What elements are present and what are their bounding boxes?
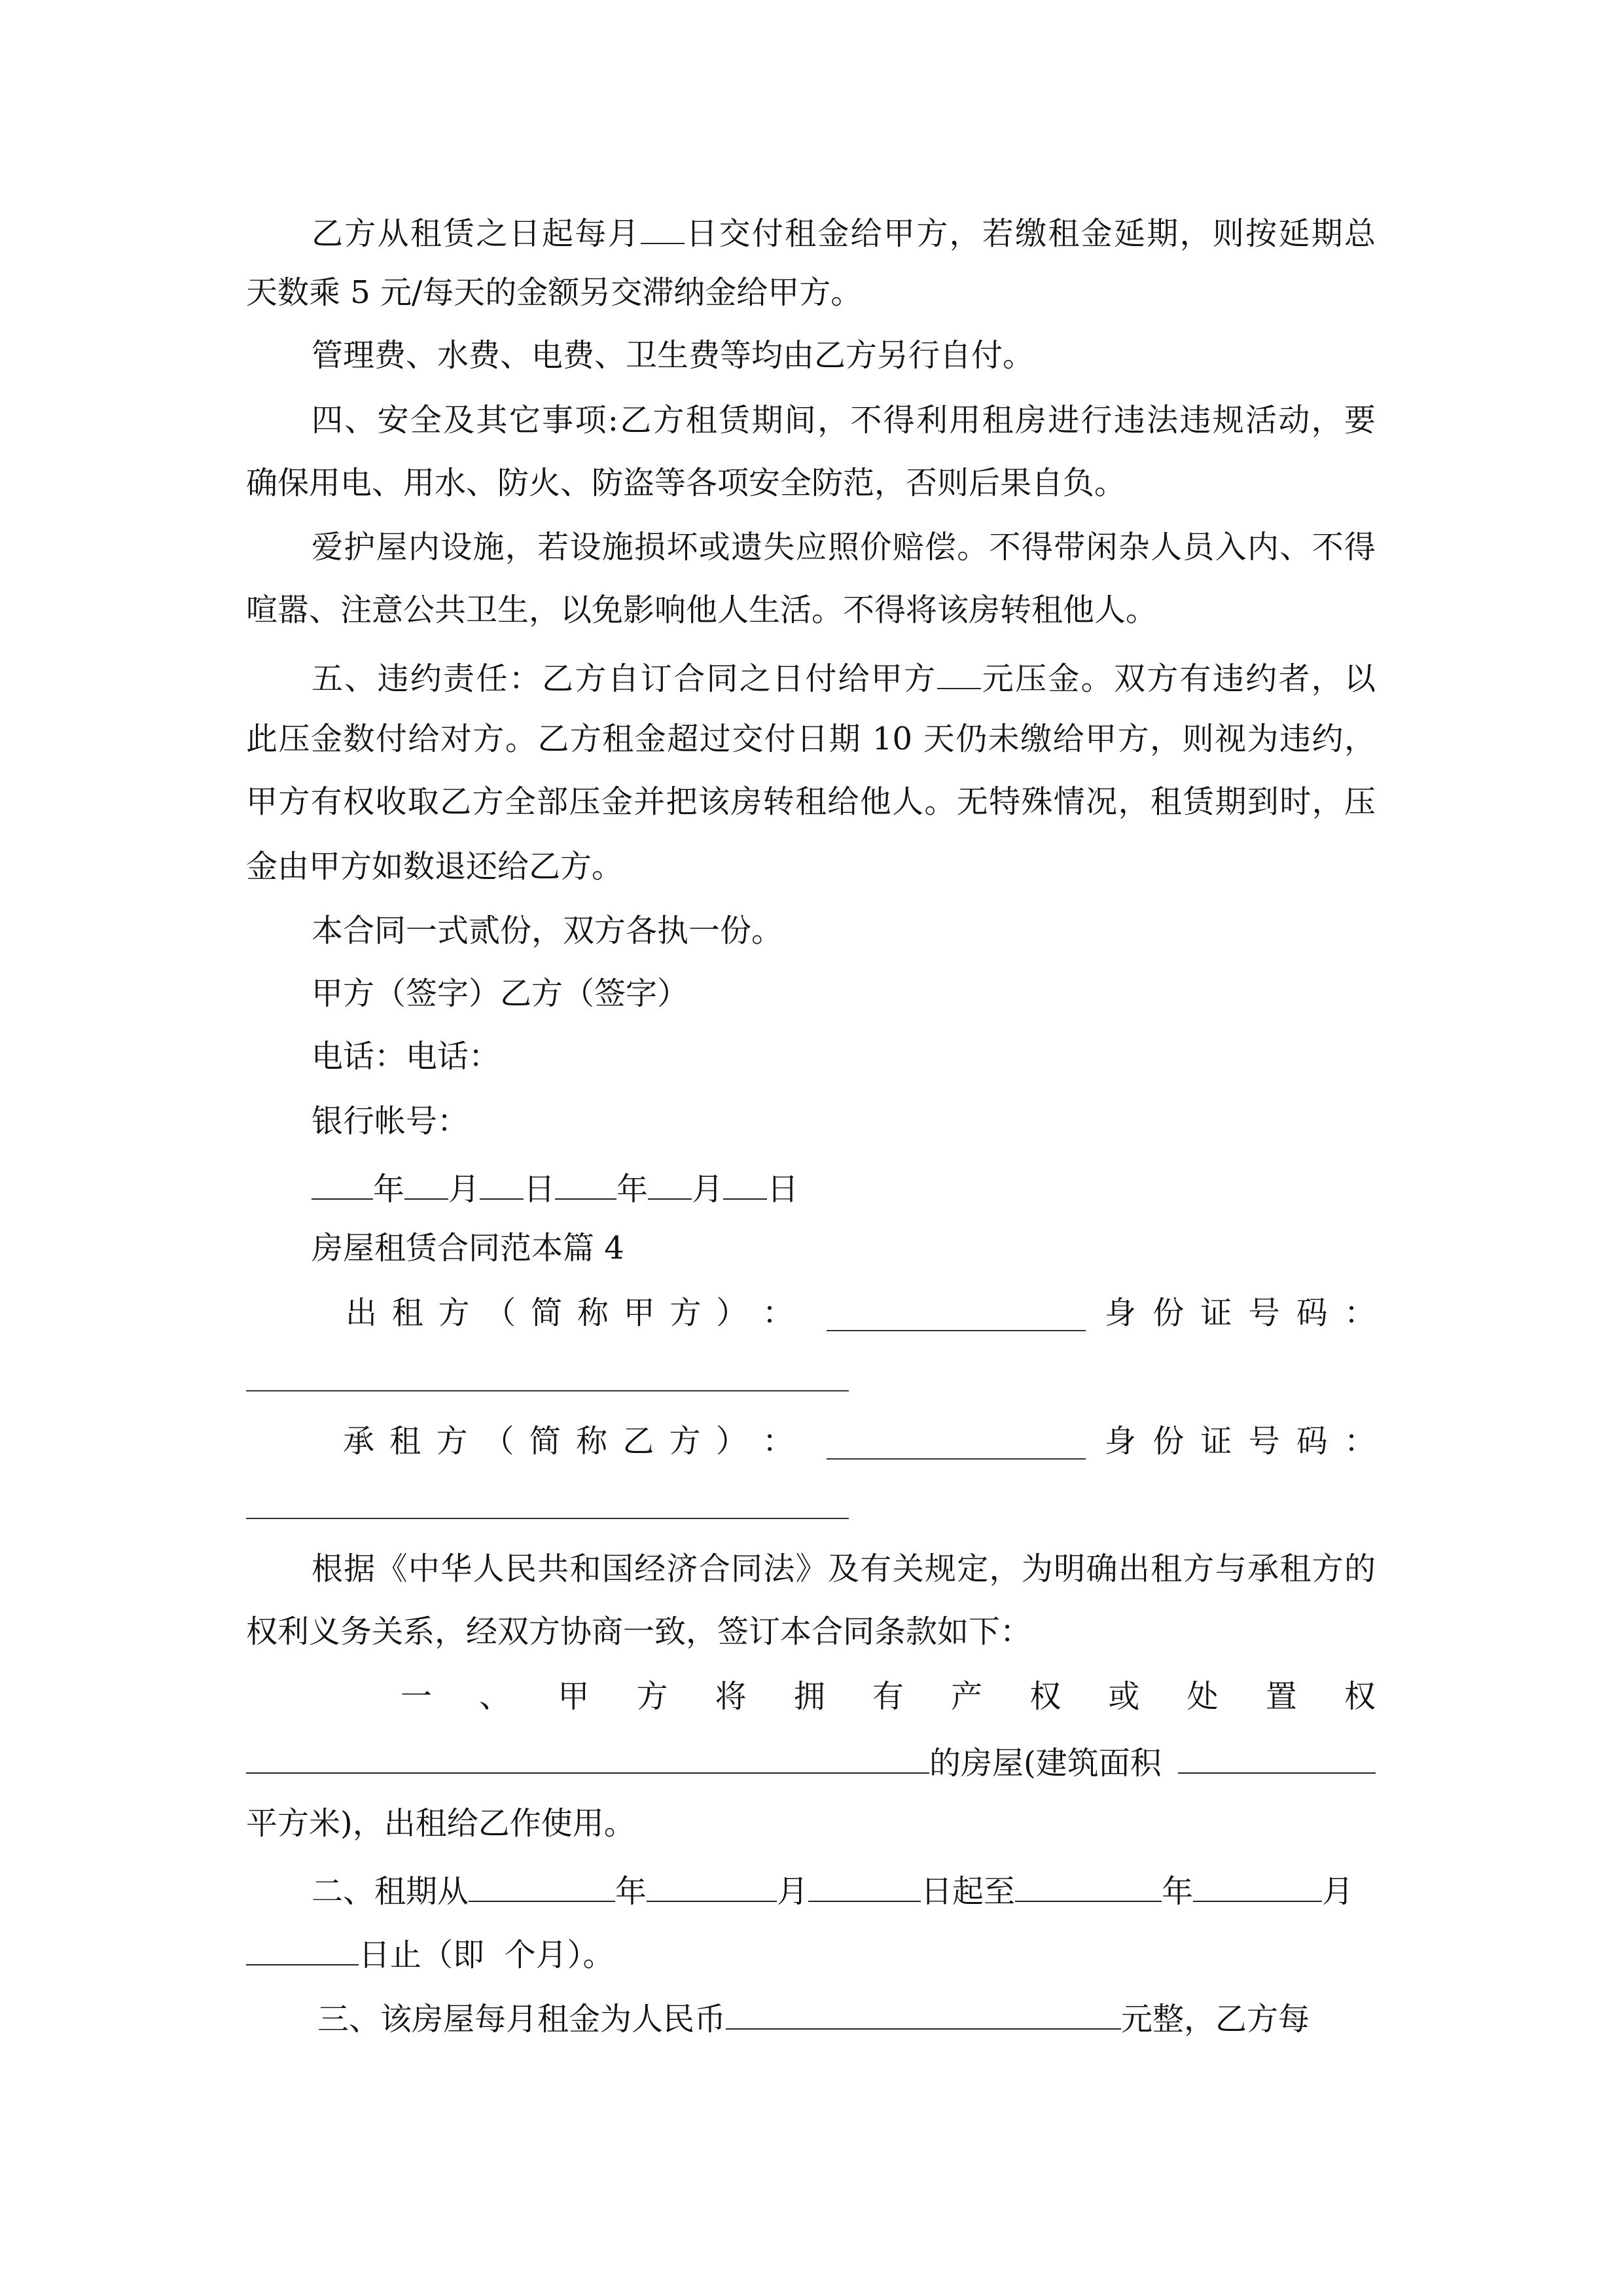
char: 处 [1186, 1678, 1219, 1715]
paragraph-line: 权利义务关系，经双方协商一致，签订本合同条款如下： [246, 1613, 1032, 1650]
paragraph-line: 管理费、水费、电费、卫生费等均由乙方另行自付。 [312, 337, 1035, 374]
text: 年 [616, 1171, 649, 1208]
paragraph-line: 天数乘 5 元/每天的金额另交滞纳金给甲方。 [246, 274, 863, 311]
char: 置 [1265, 1678, 1297, 1715]
paragraph-line: 此压金数付给对方。乙方租金超过交付日期 10 天仍未缴给甲方，则视为违约， [246, 721, 1376, 757]
char: ： [1344, 1295, 1376, 1331]
lessee-name-blank [827, 1458, 1086, 1460]
lessor-id-blank [246, 1390, 849, 1391]
text: 三、该房屋每月租金为人民币 [317, 2001, 726, 2037]
char: 甲 [623, 1295, 655, 1331]
text: 二、租期从 [312, 1873, 469, 1910]
char: ） [716, 1295, 748, 1331]
char: 方 [669, 1295, 702, 1331]
char: （ [484, 1295, 516, 1331]
char: 号 [1248, 1423, 1280, 1460]
paragraph-line [312, 654, 1376, 696]
section-title: 房屋租赁合同范本篇 4 [312, 1230, 624, 1266]
char: 方 [669, 1423, 701, 1460]
lessee-id-label [1105, 1420, 1376, 1462]
char: ） [715, 1423, 747, 1460]
text: 月 [1322, 1873, 1354, 1910]
blank-field [404, 1164, 448, 1200]
char: 简 [531, 1295, 563, 1331]
paragraph-line: 确保用电、用水、防火、防盗等各项安全防范，否则后果自负。 [246, 465, 1126, 501]
text: 五、违约责任：乙方自订合同之日付给甲方 [312, 660, 937, 697]
char: 租 [389, 1423, 421, 1460]
blank-field [469, 1867, 615, 1902]
blank-field [937, 654, 981, 689]
paragraph-line: 爱护屋内设施，若设施损坏或遗失应照价赔偿。不得带闲杂人员入内、不得 [312, 529, 1376, 565]
char: 租 [391, 1295, 423, 1331]
paragraph-line: 喧嚣、注意公共卫生，以免影响他人生活。不得将该房转租他人。 [246, 592, 1158, 628]
char: 称 [576, 1423, 608, 1460]
char: 简 [529, 1423, 561, 1460]
char: ： [762, 1423, 794, 1460]
blank-field [723, 1164, 767, 1200]
text: 的房屋(建筑面积 [929, 1745, 1162, 1782]
char: 出 [346, 1295, 378, 1331]
blank-field [480, 1164, 524, 1200]
clause2-line [312, 1867, 1376, 1909]
paragraph-line: 根据《中华人民共和国经济合同法》及有关规定，为明确出租方与承租方的 [312, 1551, 1376, 1587]
char: 承 [343, 1423, 375, 1460]
text: 日起至 [921, 1873, 1016, 1910]
lessor-name-blank [827, 1330, 1086, 1331]
char: 方 [436, 1423, 468, 1460]
char: 称 [577, 1295, 609, 1331]
char: 拥 [793, 1678, 825, 1715]
paragraph-line [246, 1738, 1376, 1780]
char: ： [762, 1295, 794, 1331]
text: 月 [777, 1873, 809, 1910]
text: 日 [524, 1171, 556, 1208]
phone-label: 电话：电话： [312, 1038, 501, 1075]
text: 月 [692, 1171, 724, 1208]
char: 号 [1248, 1295, 1280, 1331]
text: 月 [448, 1171, 480, 1208]
blank-field [312, 1164, 373, 1200]
signature-parties: 甲方（签字）乙方（签字） [312, 975, 689, 1012]
char: 份 [1152, 1295, 1185, 1331]
char: 产 [951, 1678, 983, 1715]
char: 或 [1108, 1678, 1140, 1715]
char: 份 [1152, 1423, 1185, 1460]
char: 身 [1105, 1295, 1137, 1331]
char: 方 [636, 1678, 668, 1715]
paragraph-line [246, 1930, 1376, 1972]
blank-field [726, 1994, 1121, 2030]
char: 、 [479, 1678, 511, 1715]
char: 身 [1105, 1423, 1137, 1460]
char: 将 [715, 1678, 747, 1715]
blank-field [648, 1164, 692, 1200]
lessor-label [346, 1292, 794, 1334]
paragraph-line: 甲方有权收取乙方全部压金并把该房转租给他人。无特殊情况，租赁期到时，压 [246, 783, 1376, 820]
blank-field [641, 209, 685, 244]
text: 元压金。双方有违约者，以 [980, 660, 1376, 697]
text: 乙方从租赁之日起每月 [312, 215, 641, 252]
char: 证 [1200, 1295, 1232, 1331]
text: 年 [1162, 1873, 1194, 1910]
lessee-id-blank [246, 1518, 849, 1519]
text: 年 [615, 1873, 647, 1910]
char: 一 [401, 1678, 433, 1715]
char: 甲 [558, 1678, 590, 1715]
char: （ [482, 1423, 514, 1460]
paragraph-line: 平方米)，出租给乙作使用。 [246, 1805, 635, 1842]
blank-field [647, 1867, 777, 1902]
char: 码 [1296, 1423, 1328, 1460]
char: 证 [1200, 1423, 1232, 1460]
paragraph-line: 本合同一式贰份，双方各执一份。 [312, 912, 783, 949]
blank-field [246, 1930, 359, 1965]
text: 日止（即 个月）。 [359, 1937, 615, 1973]
paragraph-line: 四、安全及其它事项:乙方租赁期间，不得利用租房进行违法违规活动，要 [312, 402, 1376, 439]
text: 年 [373, 1171, 405, 1208]
text: 元整，乙方每 [1121, 2001, 1310, 2037]
char: 码 [1296, 1295, 1328, 1331]
bank-account-label: 银行帐号： [312, 1103, 469, 1139]
clause1-line [401, 1676, 1376, 1717]
clause3-line [317, 1994, 1376, 2036]
date-line [312, 1164, 1376, 1206]
char: 权 [1029, 1678, 1061, 1715]
text: 日交付租金给甲方，若缴租金延期，则按延期总 [684, 215, 1376, 252]
blank-field [1193, 1867, 1322, 1902]
blank-field [808, 1867, 921, 1902]
paragraph-line: 金由甲方如数退还给乙方。 [246, 848, 624, 885]
text: 日 [767, 1171, 799, 1208]
lessor-id-label [1105, 1292, 1376, 1334]
blank-field [1015, 1867, 1162, 1902]
char: 有 [872, 1678, 904, 1715]
blank-field [555, 1164, 616, 1200]
paragraph-line [312, 209, 1376, 251]
lessee-label [343, 1420, 794, 1462]
char: 乙 [622, 1423, 654, 1460]
blank-field [246, 1738, 929, 1774]
char: ： [1344, 1423, 1376, 1460]
char: 方 [438, 1295, 470, 1331]
char: 权 [1344, 1678, 1376, 1715]
blank-field [1178, 1738, 1376, 1774]
